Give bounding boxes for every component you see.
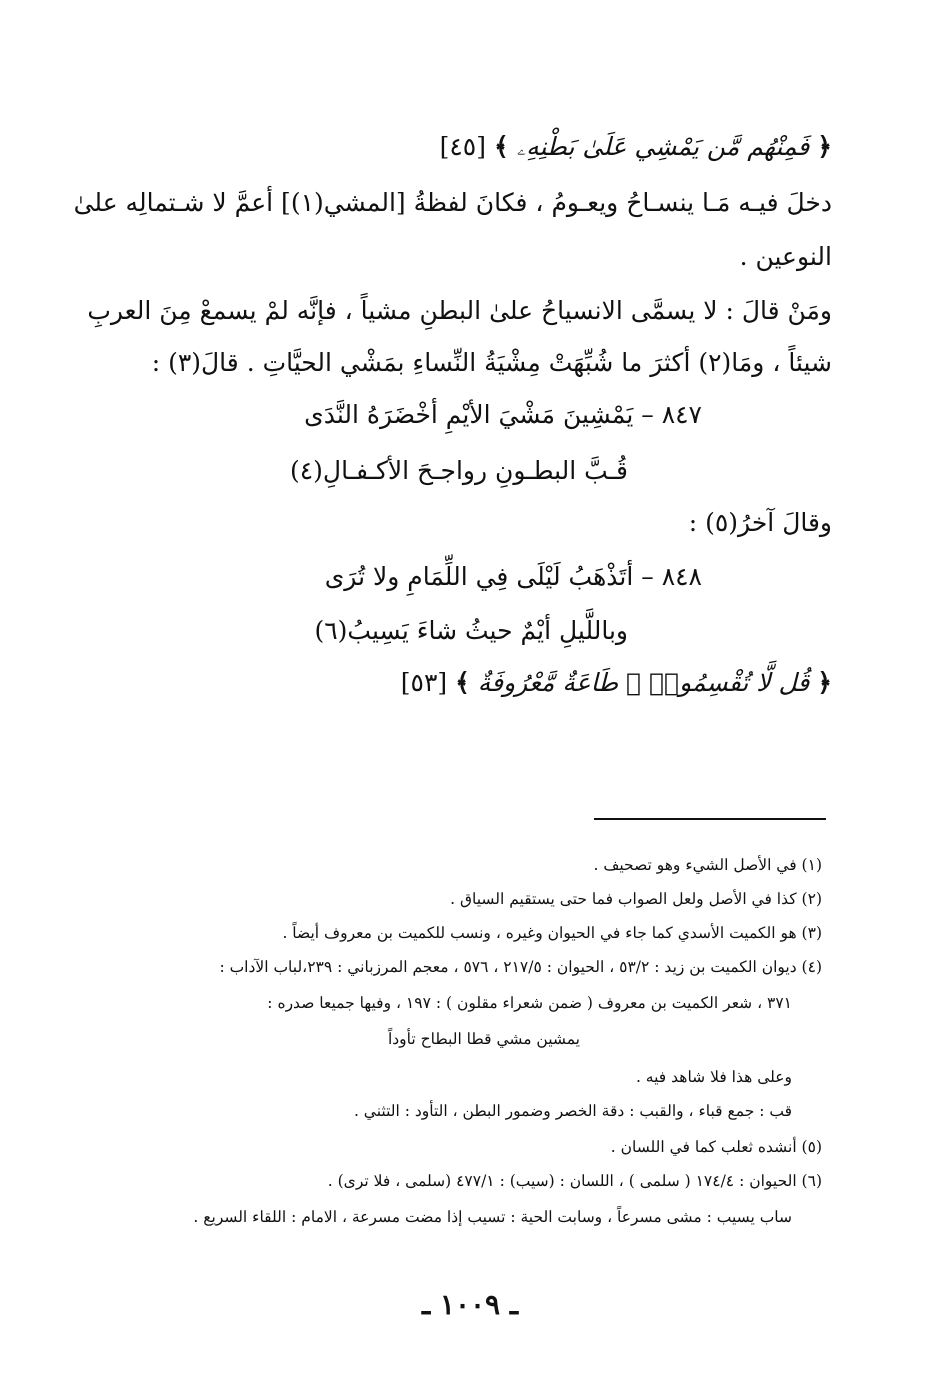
ornate-bracket-close: ﴾: [493, 132, 509, 161]
footnote-4-quoted-line: يمشين مشي قطا البطاح تأوداً: [387, 1030, 580, 1048]
verse-848-hemistich-2: وباللَّيلِ أيْمٌ حيثُ شاءَ يَسِيبُ(٦): [314, 616, 628, 645]
paragraph-line: ومَنْ قالَ : لا يسمَّى الانسياحُ علىٰ البطنِ مشياً ، فإنَّه لمْ يسمعْ مِنَ العربِ: [87, 296, 832, 325]
footnote-6: (٦) الحيوان : ١٧٤/٤ ( سلمى ) ، اللسان : (سيب) : ٤٧٧/١ (سلمى ، فلا ترى) .: [327, 1172, 822, 1190]
footnote-4-note: وعلى هذا فلا شاهد فيه .: [635, 1068, 792, 1086]
footnote-4: (٤) ديوان الكميت بن زيد : ٥٣/٢ ، الحيوان : ٢١٧/٥ ، ٥٧٦ ، معجم المرزباني : ٢٣٩،لباب الآداب :: [219, 958, 822, 976]
verse-847-hemistich-1: ٨٤٧ – يَمْشِينَ مَشْيَ الأيْمِ أخْضَرَهُ النَّدَى: [304, 400, 702, 429]
ornate-bracket-open: ﴿: [817, 132, 832, 161]
quran-quote-53: [401, 668, 832, 697]
footnote-4-continued: ٣٧١ ، شعر الكميت بن معروف ( ضمن شعراء مقلون ) : ١٩٧ ، وفيها جميعا صدره :: [267, 994, 792, 1012]
verse-847-hemistich-2: قُـبَّ البطـونِ رواجـحَ الأكـفـالِ(٤): [289, 456, 628, 485]
footnote-2: (٢) كذا في الأصل ولعل الصواب فما حتى يستقيم السياق .: [450, 890, 822, 908]
ornate-bracket-close: ﴾: [455, 668, 470, 697]
intro-line: وقالَ آخرُ(٥) :: [688, 508, 832, 537]
quran-quote-45: [440, 132, 832, 162]
verse-848-hemistich-1: ٨٤٨ – أتَذْهَبُ لَيْلَى فِي اللِّمَامِ ولا تُرَى: [324, 562, 702, 591]
footnote-4-gloss: قب : جمع قباء ، والقبب : دقة الخصر وضمور البطن ، التأود : التثني .: [353, 1102, 792, 1120]
footnote-5: (٥) أنشده ثعلب كما في اللسان .: [610, 1138, 822, 1156]
verse-reference: [٤٥]: [439, 132, 486, 161]
quran-verse-text: فَمِنْهُم مَّن يَمْشِي عَلَىٰ بَطْنِهِۦ: [516, 132, 810, 161]
footnote-1: (١) في الأصل الشيء وهو تصحيف .: [593, 856, 822, 874]
paragraph-line: دخلَ فيـه مَـا ينسـاحُ ويعـومُ ، فكانَ لفظةُ [المشي(١)] أعمَّ لا شـتمالِه علىٰ: [73, 188, 832, 217]
paragraph-line: النوعين .: [739, 242, 832, 271]
ornate-bracket-open: ﴿: [817, 668, 832, 697]
footnote-3: (٣) هو الكميت الأسدي كما جاء في الحيوان وغيره ، ونسب للكميت بن معروف أيضاً .: [282, 924, 822, 942]
footnote-separator: [594, 818, 826, 820]
paragraph-line: شيئاً ، ومَا(٢) أكثرَ ما شُبِّهَتْ مِشْيَةُ النِّساءِ بمَشْي الحيَّاتِ . قالَ(٣) :: [151, 348, 832, 377]
page-number: ـ ١٠٠٩ ـ: [421, 1288, 519, 1321]
verse-reference: [٥٣]: [400, 668, 448, 697]
footnote-6-gloss: ساب يسيب : مشى مسرعاً ، وسابت الحية : تسيب إذا مضت مسرعة ، الامام : اللقاء السريع .: [193, 1208, 792, 1226]
quran-verse-text: قُل لَّا تُقْسِمُوا۟ ۖ طَاعَةٌ مَّعْرُوفَةٌ: [477, 668, 810, 697]
